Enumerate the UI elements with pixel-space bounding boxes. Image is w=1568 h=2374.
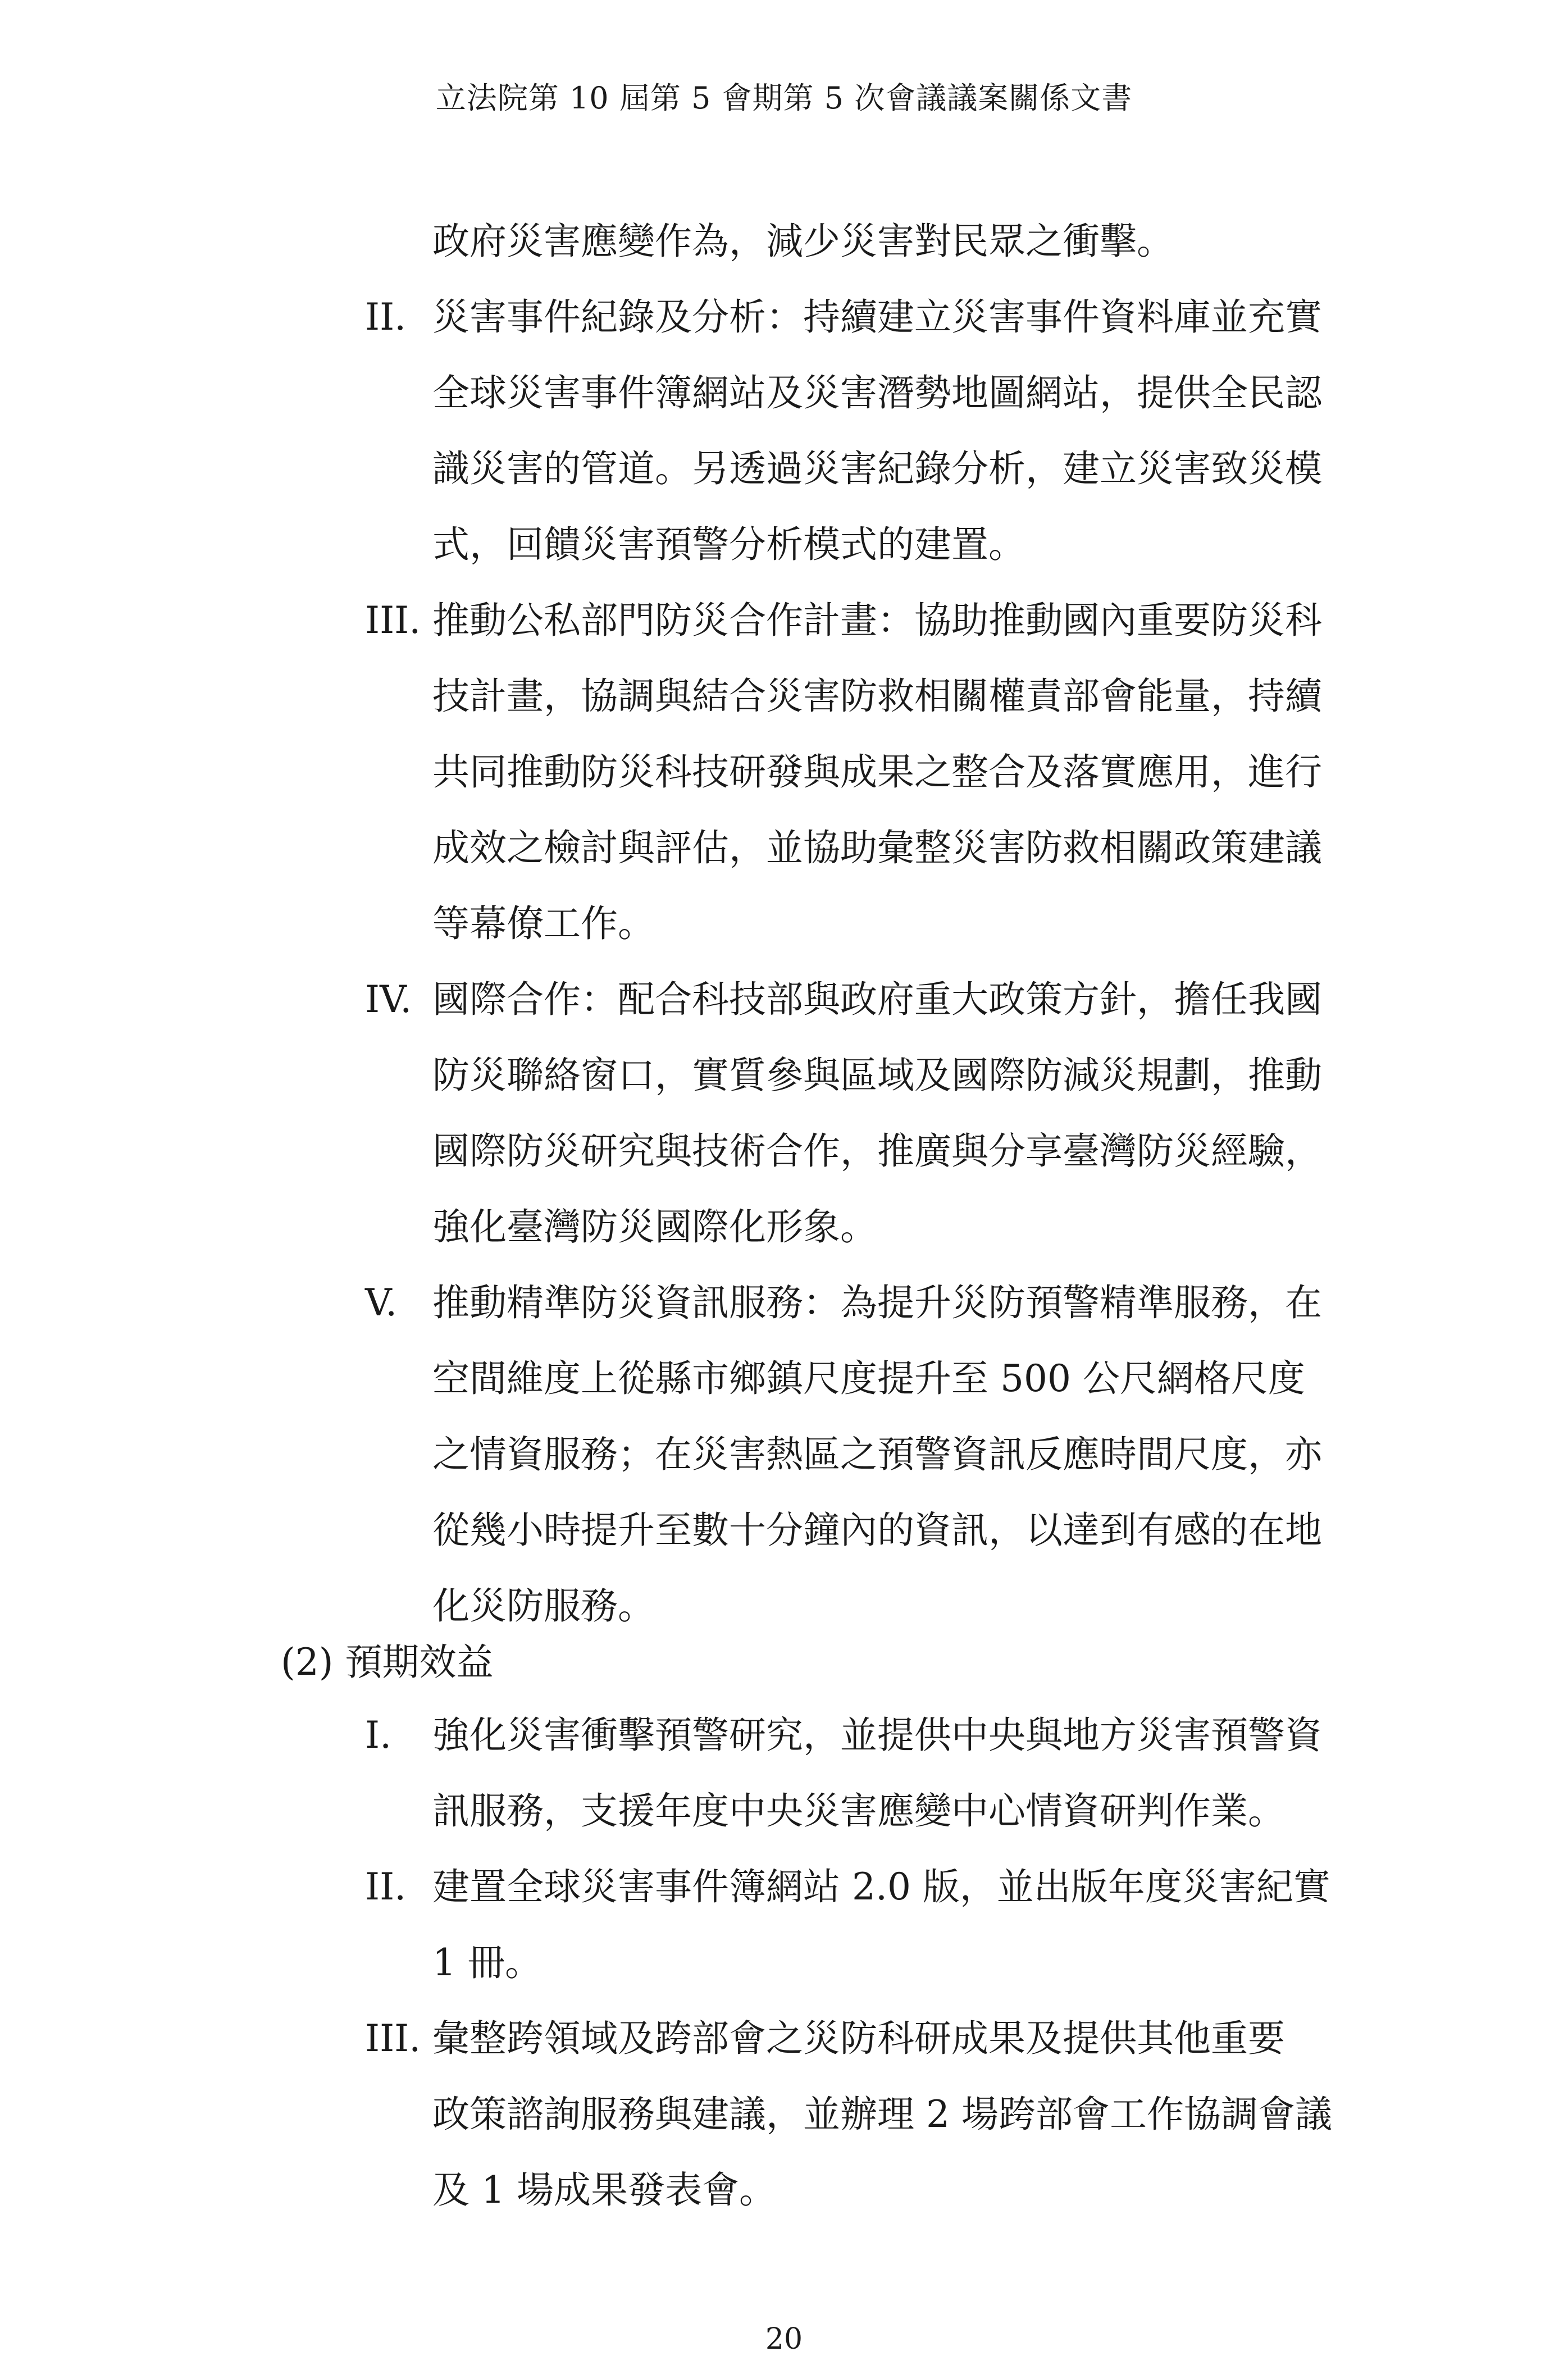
item-number: I. (365, 1714, 392, 1757)
item-number: III. (365, 2017, 421, 2060)
page-number: 20 (765, 2322, 803, 2356)
item-line: 災害事件紀錄及分析：持續建立災害事件資料庫並充實 (432, 295, 1322, 339)
item-line: 彙整跨領域及跨部會之災防科研成果及提供其他重要 (432, 2017, 1285, 2060)
continuation-line: 政府災害應變作為，減少災害對民眾之衝擊。 (432, 220, 1174, 263)
item-line: 識災害的管道。另透過災害紀錄分析，建立災害致災模 (432, 447, 1322, 490)
item-line: 成效之檢討與評估，並協助彙整災害防救相關政策建議 (432, 826, 1322, 869)
item-line: 式，回饋災害預警分析模式的建置。 (432, 523, 1025, 566)
item-line: 化災防服務。 (432, 1584, 655, 1628)
page-header: 立法院第 10 屆第 5 會期第 5 次會議議案關係文書 (435, 80, 1133, 116)
section-heading: (2) 預期效益 (281, 1641, 494, 1684)
item-line: 訊服務，支援年度中央災害應變中心情資研判作業。 (432, 1789, 1285, 1833)
item-number: III. (365, 599, 421, 642)
item-line: 等幕僚工作。 (432, 902, 655, 945)
item-line: 防災聯絡窗口，實質參與區域及國際防減災規劃，推動 (432, 1054, 1322, 1097)
item-number: IV. (365, 978, 412, 1021)
item-line: 強化災害衝擊預警研究，並提供中央與地方災害預警資 (432, 1714, 1322, 1757)
item-line: 建置全球災害事件簿網站 2.0 版，並出版年度災害紀實 (432, 1865, 1330, 1908)
item-line: 國際防災研究與技術合作，推廣與分享臺灣防災經驗， (432, 1129, 1322, 1173)
item-number: II. (365, 295, 407, 339)
item-line: 之情資服務；在災害熱區之預警資訊反應時間尺度，亦 (432, 1433, 1322, 1476)
item-line: 國際合作：配合科技部與政府重大政策方針，擔任我國 (432, 978, 1322, 1021)
item-line: 全球災害事件簿網站及災害潛勢地圖網站，提供全民認 (432, 371, 1322, 414)
item-number: V. (365, 1281, 398, 1324)
item-line: 從幾小時提升至數十分鐘內的資訊，以達到有感的在地 (432, 1509, 1322, 1552)
item-line: 推動公私部門防災合作計畫：協助推動國內重要防災科 (432, 599, 1322, 642)
item-line: 共同推動防災科技研發與成果之整合及落實應用，進行 (432, 750, 1322, 794)
item-number: II. (365, 1865, 407, 1908)
item-line: 技計畫，協調與結合災害防救相關權責部會能量，持續 (432, 675, 1322, 718)
item-line: 推動精準防災資訊服務：為提升災防預警精準服務，在 (432, 1281, 1322, 1324)
item-line: 及 1 場成果發表會。 (432, 2168, 776, 2212)
item-line: 空間維度上從縣市鄉鎮尺度提升至 500 公尺網格尺度 (432, 1357, 1305, 1400)
item-line: 1 冊。 (432, 1941, 542, 1984)
item-line: 政策諮詢服務與建議，並辦理 2 場跨部會工作協調會議 (432, 2093, 1332, 2136)
item-line: 強化臺灣防災國際化形象。 (432, 1205, 877, 1248)
